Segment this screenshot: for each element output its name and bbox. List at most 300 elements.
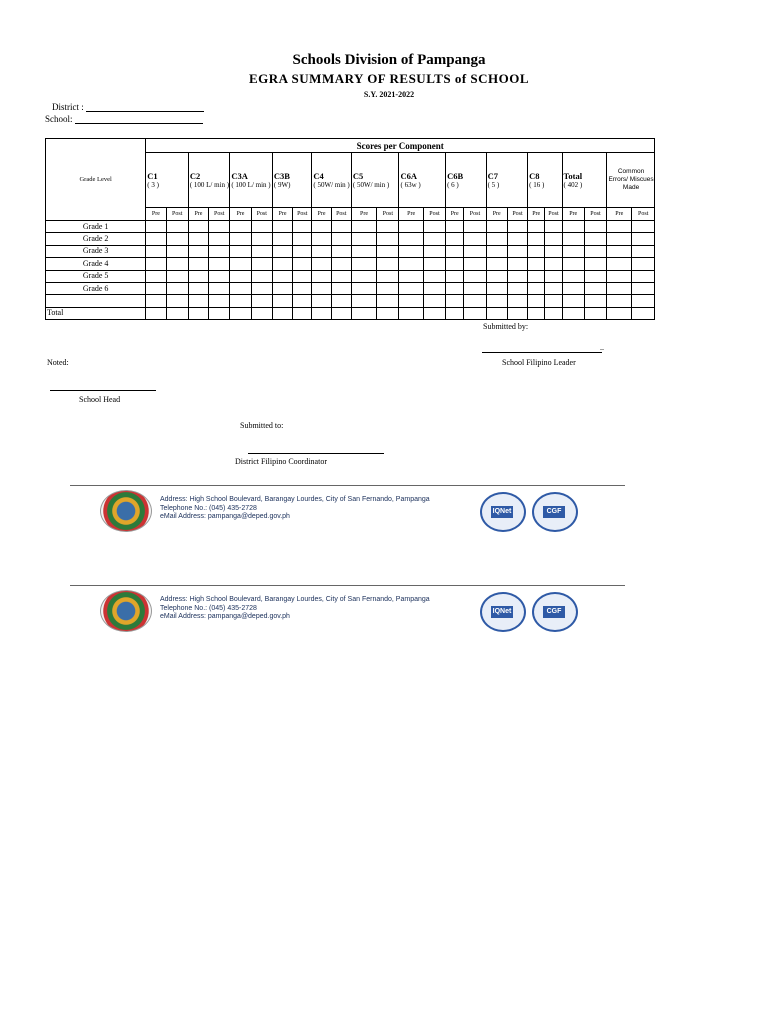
score-cell[interactable] <box>607 282 632 294</box>
score-cell[interactable] <box>607 270 632 282</box>
score-cell[interactable] <box>486 245 507 257</box>
score-cell[interactable] <box>377 245 399 257</box>
score-cell[interactable] <box>507 282 527 294</box>
score-cell[interactable] <box>507 258 527 270</box>
score-cell[interactable] <box>377 233 399 245</box>
score-cell[interactable] <box>423 295 445 307</box>
score-cell[interactable] <box>446 245 464 257</box>
score-cell[interactable] <box>331 221 351 233</box>
score-cell[interactable] <box>146 270 166 282</box>
score-cell[interactable] <box>607 307 632 319</box>
score-cell[interactable] <box>507 307 527 319</box>
score-cell[interactable] <box>377 282 399 294</box>
score-cell[interactable] <box>377 270 399 282</box>
score-cell[interactable] <box>209 245 230 257</box>
score-cell[interactable] <box>209 233 230 245</box>
school-field <box>45 114 203 124</box>
score-cell[interactable] <box>632 295 655 307</box>
post-header: Post <box>584 208 606 221</box>
score-cell[interactable] <box>399 233 423 245</box>
score-cell[interactable] <box>230 270 251 282</box>
score-cell[interactable] <box>545 245 562 257</box>
score-cell[interactable] <box>230 258 251 270</box>
table-row <box>46 307 655 319</box>
component-header <box>351 153 399 208</box>
score-cell[interactable] <box>584 282 606 294</box>
leader-signature-line[interactable] <box>482 352 602 353</box>
score-cell[interactable] <box>399 307 423 319</box>
component-header <box>312 153 352 208</box>
score-cell[interactable] <box>446 221 464 233</box>
score-cell[interactable] <box>584 270 606 282</box>
score-cell[interactable] <box>562 221 584 233</box>
score-cell[interactable] <box>293 233 312 245</box>
score-cell[interactable] <box>209 258 230 270</box>
grade-row-label: Grade 6 <box>46 282 146 294</box>
footer-telephone: Telephone No.: (045) 435-2728 <box>160 604 257 612</box>
component-detail: ( 100 L/ min ) <box>189 180 230 189</box>
results-table <box>45 138 655 320</box>
score-cell[interactable] <box>146 295 166 307</box>
score-cell[interactable] <box>251 270 272 282</box>
score-cell[interactable] <box>312 295 331 307</box>
score-cell[interactable] <box>507 270 527 282</box>
score-cell[interactable] <box>166 307 188 319</box>
score-cell[interactable] <box>166 258 188 270</box>
score-cell[interactable] <box>446 295 464 307</box>
post-header: Post <box>251 208 272 221</box>
score-cell[interactable] <box>166 233 188 245</box>
component-code: C3B <box>273 170 290 181</box>
score-cell[interactable] <box>584 258 606 270</box>
score-cell[interactable] <box>351 233 376 245</box>
post-header: Post <box>331 208 351 221</box>
score-cell[interactable] <box>188 307 208 319</box>
component-detail: ( 3 ) <box>147 180 159 189</box>
score-cell[interactable] <box>632 233 655 245</box>
score-cell[interactable] <box>331 233 351 245</box>
component-header <box>272 153 312 208</box>
score-cell[interactable] <box>166 295 188 307</box>
score-cell[interactable] <box>351 221 376 233</box>
post-header: Post <box>377 208 399 221</box>
score-cell[interactable] <box>545 282 562 294</box>
score-cell[interactable] <box>446 270 464 282</box>
pre-header: Pre <box>312 208 331 221</box>
score-cell[interactable] <box>464 233 486 245</box>
score-cell[interactable] <box>399 270 423 282</box>
score-cell[interactable] <box>188 245 208 257</box>
score-cell[interactable] <box>293 295 312 307</box>
table-row <box>46 258 655 270</box>
score-cell[interactable] <box>312 270 331 282</box>
score-cell[interactable] <box>584 221 606 233</box>
score-cell[interactable] <box>507 245 527 257</box>
score-cell[interactable] <box>312 258 331 270</box>
score-cell[interactable] <box>188 295 208 307</box>
pre-header: Pre <box>146 208 166 221</box>
score-cell[interactable] <box>351 258 376 270</box>
score-cell[interactable] <box>272 282 292 294</box>
score-cell[interactable] <box>251 221 272 233</box>
score-cell[interactable] <box>272 307 292 319</box>
score-cell[interactable] <box>562 233 584 245</box>
pre-header: Pre <box>351 208 376 221</box>
score-cell[interactable] <box>272 233 292 245</box>
footer-address-block <box>160 596 430 622</box>
score-cell[interactable] <box>545 221 562 233</box>
grade-row-label: Grade 4 <box>46 258 146 270</box>
grade-row-label: Grade 5 <box>46 270 146 282</box>
score-cell[interactable] <box>351 270 376 282</box>
district-label: District : <box>52 102 84 112</box>
score-cell[interactable] <box>423 307 445 319</box>
post-header: Post <box>423 208 445 221</box>
score-cell[interactable] <box>230 282 251 294</box>
score-cell[interactable] <box>188 233 208 245</box>
component-code: C2 <box>189 170 201 181</box>
score-cell[interactable] <box>377 295 399 307</box>
score-cell[interactable] <box>528 295 545 307</box>
footer-block <box>100 590 625 640</box>
score-cell[interactable] <box>146 307 166 319</box>
score-cell[interactable] <box>464 245 486 257</box>
score-cell[interactable] <box>545 295 562 307</box>
school-head-label: School Head <box>79 395 121 404</box>
component-header <box>446 153 487 208</box>
deped-seal-icon <box>100 490 152 532</box>
score-cell[interactable] <box>293 258 312 270</box>
score-cell[interactable] <box>545 307 562 319</box>
score-cell[interactable] <box>545 233 562 245</box>
score-cell[interactable] <box>272 258 292 270</box>
deped-seal-icon <box>100 590 152 632</box>
score-cell[interactable] <box>446 307 464 319</box>
score-cell[interactable] <box>312 221 331 233</box>
score-cell[interactable] <box>146 233 166 245</box>
score-cell[interactable] <box>251 233 272 245</box>
footer-block <box>100 490 625 540</box>
component-detail: ( 100 L/ min ) <box>231 180 271 189</box>
score-cell[interactable] <box>464 295 486 307</box>
noted-label: Noted: <box>47 358 69 367</box>
score-cell[interactable] <box>209 295 230 307</box>
score-cell[interactable] <box>486 221 507 233</box>
score-cell[interactable] <box>607 258 632 270</box>
footer-telephone: Telephone No.: (045) 435-2728 <box>160 504 257 512</box>
common-errors-header: Common Errors/ Miscues Made <box>607 153 655 208</box>
footer-rule <box>70 485 625 486</box>
score-cell[interactable] <box>632 245 655 257</box>
score-cell[interactable] <box>562 270 584 282</box>
score-cell[interactable] <box>486 295 507 307</box>
score-cell[interactable] <box>545 258 562 270</box>
footer-address: Address: High School Boulevard, Barangay Lourdes, City of San Fernando, Pampanga <box>160 496 430 503</box>
certification-badge-icon: CGF <box>532 592 578 632</box>
score-cell[interactable] <box>464 307 486 319</box>
component-detail: ( 50W/ min ) <box>313 180 350 189</box>
score-cell[interactable] <box>272 245 292 257</box>
score-cell[interactable] <box>632 270 655 282</box>
score-cell[interactable] <box>528 245 545 257</box>
component-code: C5 <box>352 170 364 181</box>
iqnet-badge-icon: IQNet <box>480 492 526 532</box>
table-row <box>46 282 655 294</box>
score-cell[interactable] <box>312 245 331 257</box>
post-header: Post <box>545 208 562 221</box>
score-cell[interactable] <box>607 221 632 233</box>
score-cell[interactable] <box>486 258 507 270</box>
certification-badge-icon: CGF <box>532 492 578 532</box>
district-input-line[interactable] <box>86 102 204 112</box>
component-detail: ( 402 ) <box>563 180 583 189</box>
post-header: Post <box>464 208 486 221</box>
score-cell[interactable] <box>331 258 351 270</box>
score-cell[interactable] <box>351 245 376 257</box>
score-cell[interactable] <box>377 221 399 233</box>
pre-header: Pre <box>446 208 464 221</box>
school-head-signature-line[interactable] <box>50 390 156 391</box>
component-code: C8 <box>529 170 540 181</box>
score-cell[interactable] <box>399 221 423 233</box>
score-cell[interactable] <box>607 295 632 307</box>
post-header: Post <box>293 208 312 221</box>
score-cell[interactable] <box>486 233 507 245</box>
score-cell[interactable] <box>632 258 655 270</box>
score-cell[interactable] <box>146 245 166 257</box>
score-cell[interactable] <box>331 245 351 257</box>
pre-header: Pre <box>607 208 632 221</box>
score-cell[interactable] <box>464 270 486 282</box>
grade-level-header: Grade Level <box>46 139 146 221</box>
pre-header: Pre <box>399 208 423 221</box>
score-cell[interactable] <box>166 270 188 282</box>
score-cell[interactable] <box>312 233 331 245</box>
table-row <box>46 295 655 307</box>
scores-per-component-header: Scores per Component <box>146 139 655 153</box>
score-cell[interactable] <box>423 233 445 245</box>
score-cell[interactable] <box>464 258 486 270</box>
score-cell[interactable] <box>607 233 632 245</box>
table-row <box>46 245 655 257</box>
district-coordinator-label: District Filipino Coordinator <box>235 457 327 466</box>
score-cell[interactable] <box>507 233 527 245</box>
score-cell[interactable] <box>293 270 312 282</box>
score-cell[interactable] <box>464 282 486 294</box>
score-cell[interactable] <box>209 282 230 294</box>
report-title: EGRA SUMMARY OF RESULTS of SCHOOL <box>248 71 530 86</box>
submitted-by-label: Submitted by: <box>483 322 529 331</box>
score-cell[interactable] <box>632 307 655 319</box>
component-code: C6B <box>447 170 464 181</box>
score-cell[interactable] <box>423 270 445 282</box>
component-code: C6A <box>400 170 418 181</box>
component-header <box>188 153 230 208</box>
score-cell[interactable] <box>188 270 208 282</box>
score-cell[interactable] <box>230 221 251 233</box>
signature-trail: .. <box>600 343 604 352</box>
score-cell[interactable] <box>528 221 545 233</box>
component-code: C7 <box>487 170 498 181</box>
school-filipino-leader-label: School Filipino Leader <box>502 358 576 367</box>
pre-header: Pre <box>486 208 507 221</box>
score-cell[interactable] <box>464 221 486 233</box>
score-cell[interactable] <box>446 233 464 245</box>
grade-row-label <box>46 295 146 307</box>
score-cell[interactable] <box>446 282 464 294</box>
school-label: School: <box>45 114 73 124</box>
component-detail: ( 6 ) <box>447 180 459 189</box>
pre-header: Pre <box>562 208 584 221</box>
footer-address-block <box>160 496 430 522</box>
score-cell[interactable] <box>486 307 507 319</box>
score-cell[interactable] <box>166 245 188 257</box>
score-cell[interactable] <box>399 295 423 307</box>
pre-header: Pre <box>272 208 292 221</box>
score-cell[interactable] <box>251 245 272 257</box>
score-cell[interactable] <box>607 245 632 257</box>
score-cell[interactable] <box>399 258 423 270</box>
score-cell[interactable] <box>351 282 376 294</box>
score-cell[interactable] <box>166 221 188 233</box>
component-code: C4 <box>313 170 324 181</box>
score-cell[interactable] <box>446 258 464 270</box>
score-cell[interactable] <box>423 221 445 233</box>
score-cell[interactable] <box>146 221 166 233</box>
post-header: Post <box>209 208 230 221</box>
score-cell[interactable] <box>423 258 445 270</box>
score-cell[interactable] <box>562 282 584 294</box>
component-header <box>528 153 562 208</box>
score-cell[interactable] <box>230 307 251 319</box>
score-cell[interactable] <box>331 295 351 307</box>
school-input-line[interactable] <box>75 114 203 124</box>
score-cell[interactable] <box>146 258 166 270</box>
score-cell[interactable] <box>209 307 230 319</box>
table-row <box>46 233 655 245</box>
score-cell[interactable] <box>507 221 527 233</box>
score-cell[interactable] <box>312 282 331 294</box>
school-year: S.Y. 2021-2022 <box>363 90 415 99</box>
score-cell[interactable] <box>272 221 292 233</box>
component-detail: ( 50W/ min ) <box>352 180 390 189</box>
score-cell[interactable] <box>209 221 230 233</box>
district-field <box>52 102 204 112</box>
iqnet-badge-icon: IQNet <box>480 592 526 632</box>
score-cell[interactable] <box>293 221 312 233</box>
score-cell[interactable] <box>251 307 272 319</box>
grade-row-label: Grade 3 <box>46 245 146 257</box>
score-cell[interactable] <box>507 295 527 307</box>
submitted-to-label: Submitted to: <box>240 421 284 430</box>
component-code: C3A <box>231 170 248 181</box>
component-detail: ( 5 ) <box>487 180 500 189</box>
score-cell[interactable] <box>584 307 606 319</box>
score-cell[interactable] <box>562 258 584 270</box>
component-detail: ( 63w ) <box>400 180 421 189</box>
component-header <box>146 153 189 208</box>
score-cell[interactable] <box>331 270 351 282</box>
score-cell[interactable] <box>251 295 272 307</box>
post-header: Post <box>632 208 655 221</box>
score-cell[interactable] <box>399 282 423 294</box>
score-cell[interactable] <box>351 307 376 319</box>
post-header: Post <box>507 208 527 221</box>
score-cell[interactable] <box>272 295 292 307</box>
score-cell[interactable] <box>230 233 251 245</box>
footer-rule <box>70 585 625 586</box>
score-cell[interactable] <box>331 307 351 319</box>
post-header: Post <box>166 208 188 221</box>
total-row-label: Total <box>46 307 146 319</box>
score-cell[interactable] <box>377 307 399 319</box>
score-cell[interactable] <box>528 282 545 294</box>
division-title: Schools Division of Pampanga <box>292 52 486 68</box>
score-cell[interactable] <box>331 282 351 294</box>
score-cell[interactable] <box>584 233 606 245</box>
score-cell[interactable] <box>251 282 272 294</box>
score-cell[interactable] <box>377 258 399 270</box>
score-cell[interactable] <box>486 270 507 282</box>
footer-email: eMail Address: pampanga@deped.gov.ph <box>160 613 290 620</box>
score-cell[interactable] <box>528 233 545 245</box>
score-cell[interactable] <box>293 307 312 319</box>
component-header <box>230 153 273 208</box>
score-cell[interactable] <box>584 245 606 257</box>
score-cell[interactable] <box>166 282 188 294</box>
score-cell[interactable] <box>293 282 312 294</box>
component-header <box>399 153 446 208</box>
score-cell[interactable] <box>188 258 208 270</box>
score-cell[interactable] <box>562 245 584 257</box>
score-cell[interactable] <box>188 221 208 233</box>
score-cell[interactable] <box>632 221 655 233</box>
score-cell[interactable] <box>351 295 376 307</box>
grade-row-label: Grade 1 <box>46 221 146 233</box>
score-cell[interactable] <box>584 295 606 307</box>
score-cell[interactable] <box>312 307 331 319</box>
score-cell[interactable] <box>562 295 584 307</box>
table-row <box>46 270 655 282</box>
pre-header: Pre <box>230 208 251 221</box>
score-cell[interactable] <box>632 282 655 294</box>
score-cell[interactable] <box>423 282 445 294</box>
component-header <box>562 153 607 208</box>
score-cell[interactable] <box>528 270 545 282</box>
score-cell[interactable] <box>545 270 562 282</box>
score-cell[interactable] <box>562 307 584 319</box>
pre-header: Pre <box>528 208 545 221</box>
score-cell[interactable] <box>293 245 312 257</box>
score-cell[interactable] <box>528 258 545 270</box>
component-header <box>486 153 528 208</box>
score-cell[interactable] <box>209 270 230 282</box>
score-cell[interactable] <box>188 282 208 294</box>
coordinator-signature-line[interactable] <box>248 453 384 454</box>
score-cell[interactable] <box>230 245 251 257</box>
score-cell[interactable] <box>528 307 545 319</box>
score-cell[interactable] <box>146 282 166 294</box>
component-code: Total <box>563 170 583 181</box>
score-cell[interactable] <box>230 295 251 307</box>
score-cell[interactable] <box>423 245 445 257</box>
footer-address: Address: High School Boulevard, Barangay Lourdes, City of San Fernando, Pampanga <box>160 596 430 603</box>
score-cell[interactable] <box>251 258 272 270</box>
score-cell[interactable] <box>486 282 507 294</box>
table-row <box>46 221 655 233</box>
score-cell[interactable] <box>272 270 292 282</box>
score-cell[interactable] <box>399 245 423 257</box>
